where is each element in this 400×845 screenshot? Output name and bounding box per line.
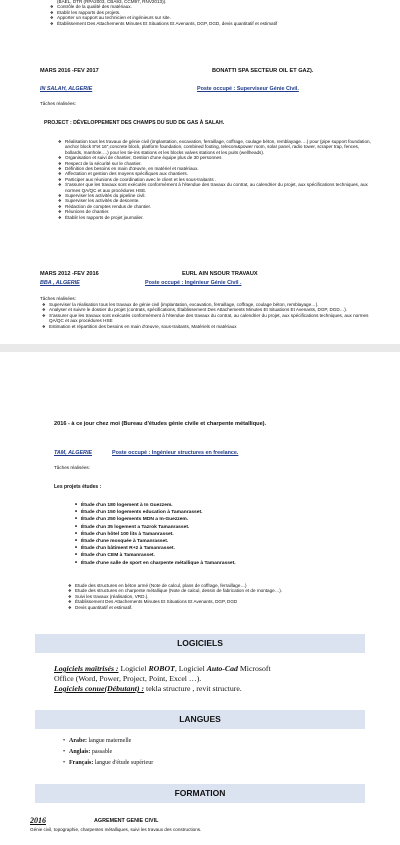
list-item: ❖ Réunions de chantier. — [56, 209, 371, 214]
job2-position: Poste occupé : Ingénieur Génie Civil . — [145, 280, 242, 286]
logiciels-maitrises-label: Logiciels maîtrisés : — [54, 664, 119, 673]
list-item: ❖ Établissement Des Attachements Minutes Et Situations Et Avenants, DGP, DGD — [66, 599, 366, 604]
job1-position: Poste occupé : Superviseur Génie Civil. — [197, 86, 299, 92]
list-item: • Étude d'un CEM à Tamanrasset. — [72, 552, 372, 559]
list-item: ❖ Analyser et suivre le dossier du projet (contrats, spécifications, Établissement Des Attachements Minutes Et Situations Et Avenants, DGP, DGD…). — [40, 307, 375, 312]
list-item: ❖ Affectation et gestion des moyens spécifiques aux chantiers. — [56, 171, 371, 176]
logiciels-autocad: Auto-Cad — [206, 664, 238, 673]
list-item: ❖ Etablir les rapports des projets. — [48, 10, 390, 15]
top-bullet-list — [40, 0, 390, 26]
job3-project-list — [72, 502, 372, 567]
logiciels-text: Logiciel — [118, 664, 149, 673]
job1-company: BONATTI SPA SECTEUR OIL ET GAZ). — [212, 68, 314, 74]
job1-period: MARS 2016 -FEV 2017 — [40, 68, 99, 74]
job3-position: Poste occupé : Ingénieur structures en freelance. — [112, 450, 239, 456]
list-item: • Étude d'un hôtel 100 lits à Tamanrasset. — [72, 531, 372, 538]
job1-tasks-label: Tâches réalisées: — [40, 101, 77, 106]
job3-location: TAM, ALGERIE — [54, 450, 93, 456]
list-item — [60, 758, 153, 769]
logiciels-text: Microsoft — [237, 664, 271, 673]
langue-name: Arabe: — [69, 738, 87, 744]
langue-name: Français: — [69, 760, 94, 766]
list-item: ❖ Apporter un support au technicien et ingénieurs sur site. — [48, 15, 390, 20]
logiciels-line-3 — [54, 684, 374, 694]
job3-task-list — [66, 583, 366, 610]
list-item: ❖ Estimation et répartition des besoins en main d'œuvre, sous-traitants, Matériels et matériaux — [40, 324, 375, 329]
job2-company: EURL AIN NSOUR TRAVAUX — [182, 271, 258, 277]
job1-task-list — [56, 139, 371, 220]
logiciels-line-2: Office (Word, Power, Project, Point, Excel …). — [54, 674, 202, 683]
logiciels-section — [54, 664, 374, 694]
list-item: • Étude d'une mosquée à Tamanrasset. — [72, 538, 372, 545]
list-item: ❖ Réalisation tous les travaux de génie civil (implantation, excavation, ferraillage, coffrage, coulage béton, remblayage….) pour (pipe support foundation, anchor block 8"et 16",concrete block, platform foundation, combined footing, telecom&power room, solar panel, radio tower, scraper trap, fences, bollards, manhole….) pour les tie-ins stations et les blocks valves stations et les puits (wellheads). — [56, 139, 371, 155]
job2-location: BBA , ALGERIE — [40, 280, 80, 286]
list-item: ❖ Suivi les travaux (réalisation, VRD.). — [66, 594, 366, 599]
list-item: ❖ Établissement Des Attachements Minutes Et Situations Et Avenants, DGP, DGD, devis quantitatif et estimatif — [48, 21, 390, 26]
list-item: ❖ Organisation et suivi de chantier, Gestion d'une équipe plus de 30 personnes — [56, 155, 371, 160]
langue-level: langue d'étude supérieur — [93, 760, 154, 766]
list-item: ❖ Superviser les activités de descente. — [56, 198, 371, 203]
cv-page-1 — [0, 0, 400, 344]
list-item: ❖ Respect de la sécurité sur le chantier. — [56, 161, 371, 166]
langues-heading: LANGUES — [35, 710, 365, 729]
formation-year: 2016 — [30, 816, 46, 825]
logiciels-heading: LOGICIELS — [35, 634, 365, 653]
list-item: ❖ S'assurer que les travaux sont exécutés conformément à l'étendue des travaux du contrat, au calendrier du projet, aux spécifications techniques, aux normes QA/QC et aux procédures HSE — [40, 313, 375, 324]
list-item: • Étude d'un 150 logements education à Tamanrasset. — [72, 509, 372, 516]
formation-desc: Génie civil, topographie, charpentes métalliques, suivi les travaux des constructions. — [30, 827, 202, 832]
list-item: • Étude d'une salle de sport en charpente métallique à Tamanrasset. — [72, 560, 372, 567]
job1-location: IN SALAH, ALGERIE — [40, 86, 93, 92]
logiciels-line-1 — [54, 664, 374, 674]
job2-period: MARS 2012 -FEV 2016 — [40, 271, 99, 277]
job3-tasks-label: Tâches réalisées: — [54, 465, 91, 470]
list-item: ❖ Rédaction de comptes rendus de chantier. — [56, 204, 371, 209]
logiciels-robot: ROBOT — [148, 664, 175, 673]
langues-list — [60, 736, 153, 769]
list-item: • Étude d'un bâtiment R+2 à Tamanrasset. — [72, 545, 372, 552]
formation-heading: FORMATION — [35, 784, 365, 803]
list-item — [60, 747, 153, 758]
list-item: ❖ Contrôle de la qualité des matériaux. — [48, 4, 390, 9]
job1-project: PROJECT : DÉVELOPPEMENT DES CHAMPS DU SUD DE GAS À SALAH. — [44, 120, 225, 126]
list-item: • Étude d'un 180 logement à In Guezzem. — [72, 502, 372, 509]
list-item: • Étude d'un 250 logements MDN a In-Guezzem. — [72, 516, 372, 523]
list-item: (BAEL, DTR (RPA2003, CBA93, CCM97, RNV2013)). — [57, 0, 167, 4]
cv-page-2 — [0, 352, 400, 845]
job3-title: 2016 - à ce jour chez moi (Bureau d'études génie civile et charpente métallique). — [54, 421, 267, 427]
list-item: • Étude d'un 35 logement a Tazrok Tamanrasset. — [72, 524, 372, 531]
list-item: ❖ Devis quantitatif et estimatif. — [66, 605, 366, 610]
logiciels-text: , Logiciel — [174, 664, 207, 673]
list-item: ❖ Définition des besoins en main d'œuvre, en matériel et matériaux. — [56, 166, 371, 171]
list-item: ❖ Superviser les activités du pipeline civil. — [56, 193, 371, 198]
job2-tasks-label: Tâches réalisées: — [40, 296, 77, 301]
langue-name: Anglais: — [69, 749, 91, 755]
list-item: ❖ S'assurer que les travaux sont exécutés conformément à l'étendue des travaux du contrat, au calendrier du projet, aux spécifications techniques, aux normes QA/QC et aux procédures HSE. — [56, 182, 371, 193]
list-item: ❖ Superviser la réalisation tous les travaux de génie civil (implantation, excavation, ferraillage, coffrage, coulage béton, remblayage…). — [40, 302, 375, 307]
list-item — [60, 736, 153, 747]
langue-level: langue maternelle — [87, 738, 132, 744]
job2-task-list — [40, 302, 375, 329]
langue-level: passable — [90, 749, 113, 755]
formation-title: AGREMENT GENIE CIVIL — [94, 818, 159, 824]
list-item: ❖ Établir les rapports de projet journalier. — [56, 215, 371, 220]
job3-projects-label: Les projets études : — [54, 484, 102, 490]
list-item: ❖ Etude des structures en béton armé (Note de calcul, plans de coffrage, ferraillage…) — [66, 583, 366, 588]
logiciels-conue-label: Logiciels conue(Débutant) : — [54, 684, 145, 693]
logiciels-text: tekla structure , revit structure. — [144, 684, 242, 693]
list-item: ❖ Etude des structures en charpente métallique (Note de calcul, dessin de fabrication et de montage…). — [66, 588, 366, 593]
list-item: ❖ Participer aux réunions de coordination avec le client et les sous-traitants . — [56, 177, 371, 182]
